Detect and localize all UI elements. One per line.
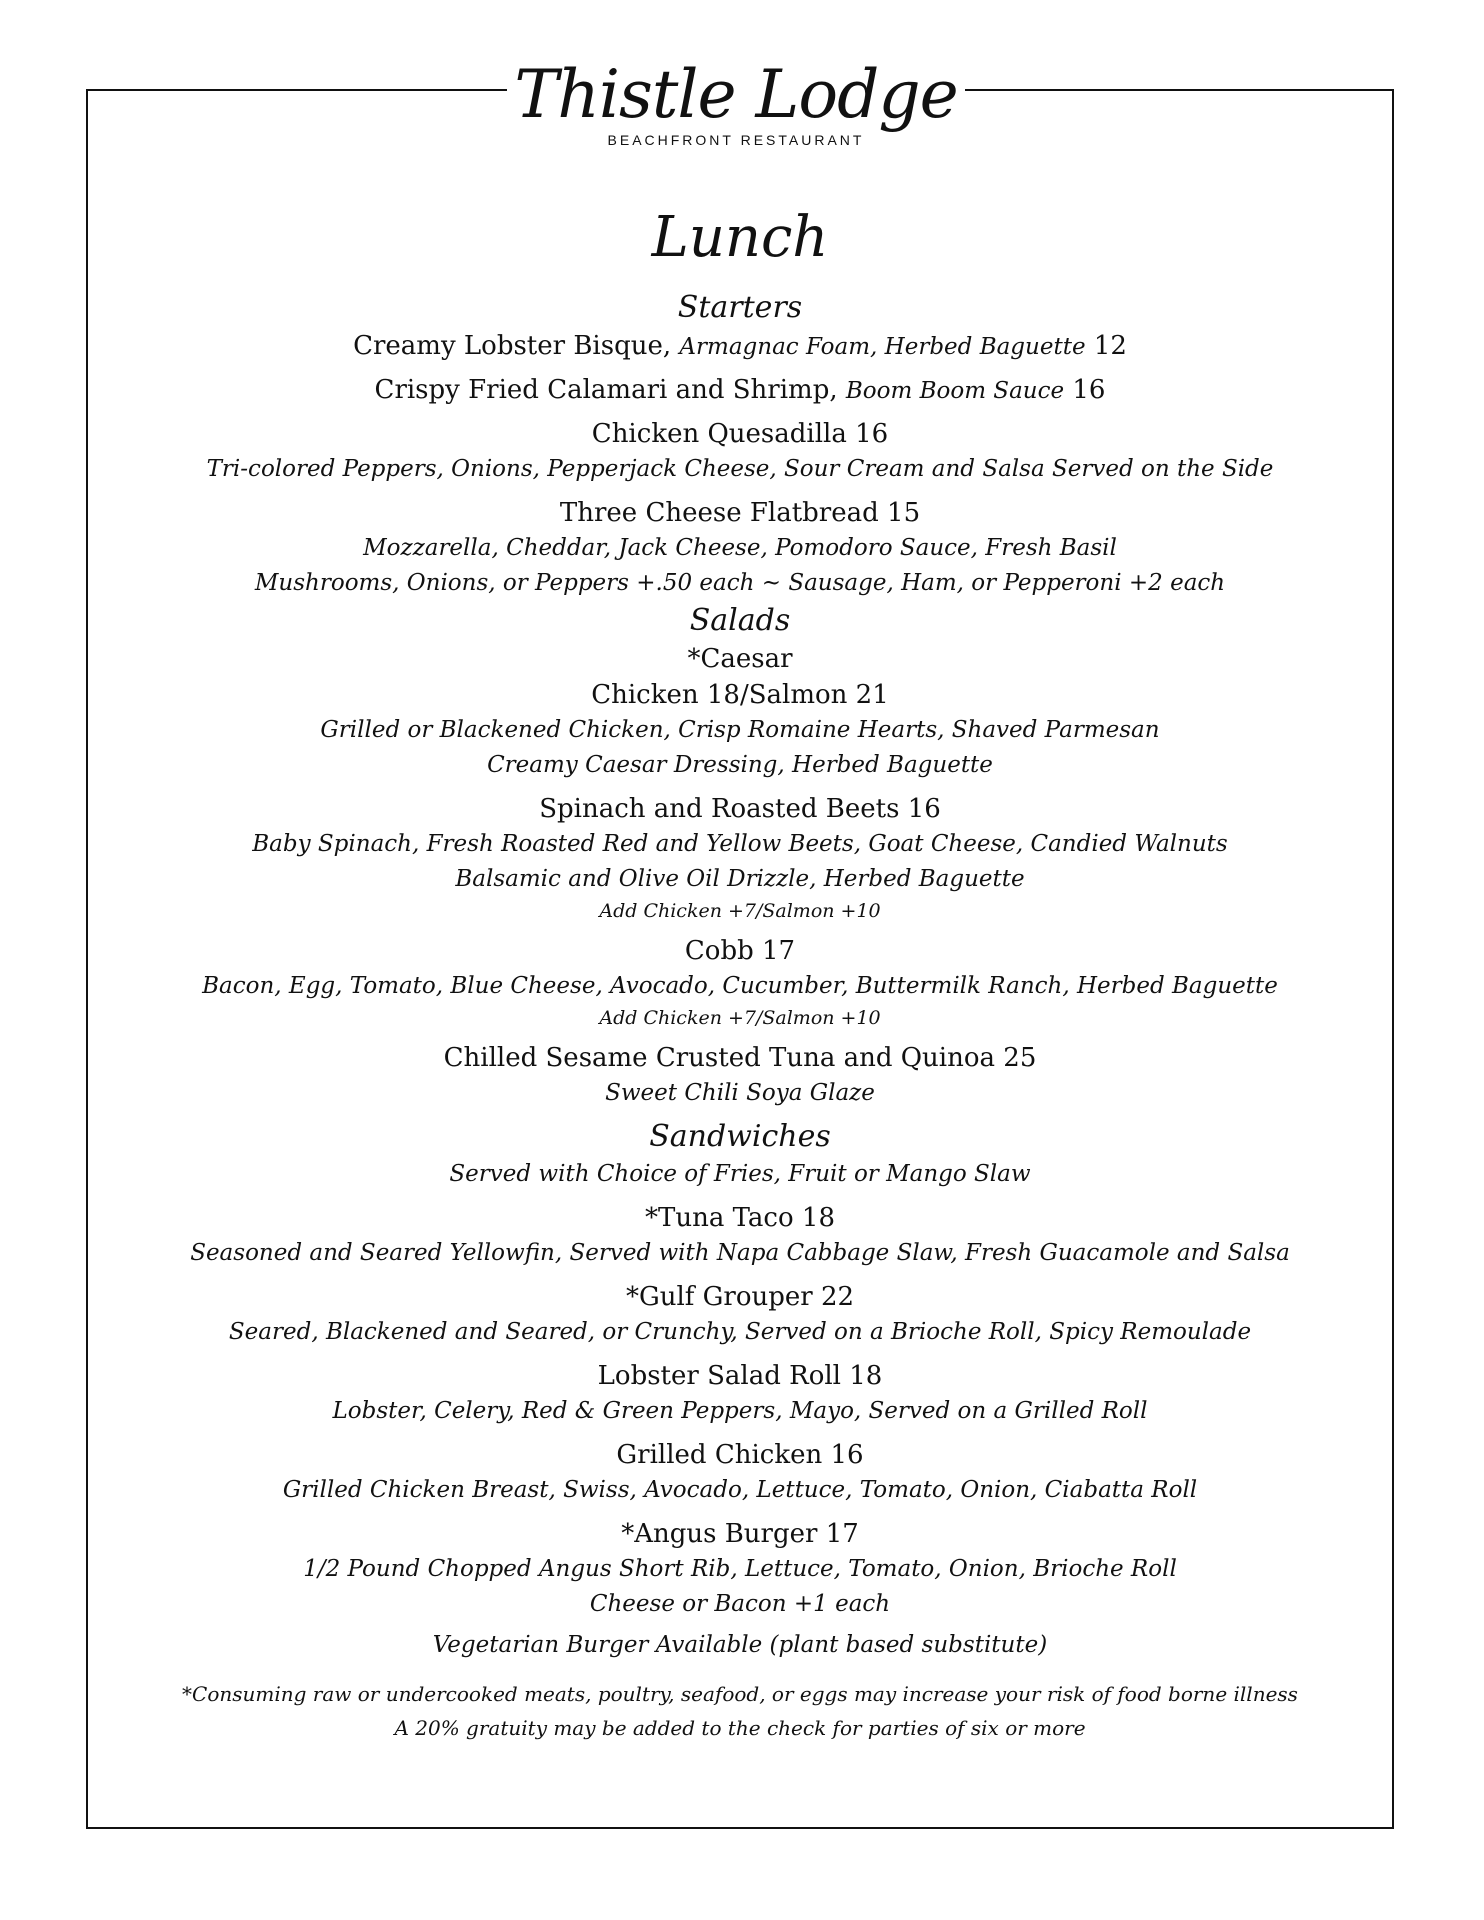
menu-item-angus-burger: *Angus Burger 17 [621, 1519, 859, 1549]
item-desc: Grilled or Blackened Chicken, Crisp Romaine Hearts, Shaved Parmesan [320, 717, 1160, 743]
item-desc: 1/2 Pound Chopped Angus Short Rib, Lettuce, Tomato, Onion, Brioche Roll [303, 1556, 1177, 1582]
item-desc: Balsamic and Olive Oil Drizzle, Herbed Baguette [455, 866, 1025, 892]
item-name: Crispy Fried Calamari and Shrimp, [374, 375, 838, 405]
item-veg-note: Vegetarian Burger Available (plant based substitute) [432, 1632, 1048, 1658]
item-desc: Cheese or Bacon +1 each [589, 1591, 891, 1617]
logo [507, 44, 965, 184]
menu-item-grouper: *Gulf Grouper 22 [625, 1282, 855, 1312]
item-desc: Baby Spinach, Fresh Roasted Red and Yellow Beets, Goat Cheese, Candied Walnuts [252, 831, 1228, 857]
menu-title: Lunch [651, 205, 829, 270]
item-desc: Seared, Blackened and Seared, or Crunchy, Served on a Brioche Roll, Spicy Remoulade [228, 1319, 1252, 1345]
item-desc: Tri-colored Peppers, Onions, Pepperjack Cheese, Sour Cream and Salsa Served on the Side [206, 456, 1274, 482]
menu-item-tuna-taco: *Tuna Taco 18 [645, 1203, 835, 1233]
item-desc: Boom Boom Sauce [845, 378, 1065, 404]
item-addon: Add Chicken +7/Salmon +10 [599, 900, 881, 922]
item-desc: Lobster, Celery, Red & Green Peppers, Mayo, Served on a Grilled Roll [332, 1398, 1148, 1424]
item-desc: Seasoned and Seared Yellowfin, Served with Napa Cabbage Slaw, Fresh Guacamole and Salsa [190, 1240, 1290, 1266]
menu-content [120, 200, 1360, 1745]
logo-name: Thistle Lodge [514, 56, 958, 133]
section-note: Served with Choice of Fries, Fruit or Mango Slaw [449, 1161, 1031, 1187]
item-extras: Mushrooms, Onions, or Peppers +.50 each ~ Sausage, Ham, or Pepperoni +2 each [254, 570, 1226, 596]
item-price: Chicken 18/Salmon 21 [591, 680, 889, 710]
menu-item-grilled-chicken: Grilled Chicken 16 [616, 1440, 864, 1470]
menu-item-cobb: Cobb 17 [684, 936, 796, 966]
item-desc: Mozzarella, Cheddar, Jack Cheese, Pomodoro Sauce, Fresh Basil [363, 535, 1117, 561]
item-desc: Bacon, Egg, Tomato, Blue Cheese, Avocado, Cucumber, Buttermilk Ranch, Herbed Baguette [202, 973, 1278, 999]
item-desc: Sweet Chili Soya Glaze [605, 1080, 875, 1106]
section-heading-starters: Starters [677, 290, 803, 325]
menu-item-bisque [120, 328, 1360, 364]
food-safety-warning: *Consuming raw or undercooked meats, poultry, seafood, or eggs may increase your risk of food borne illness [182, 1682, 1298, 1706]
item-name: Creamy Lobster Bisque, [353, 331, 672, 361]
logo-subtitle: BEACHFRONT RESTAURANT [607, 132, 865, 148]
section-heading-salads: Salads [689, 603, 791, 638]
menu-item-flatbread: Three Cheese Flatbread 15 [559, 498, 921, 528]
item-desc: Armagnac Foam, Herbed Baguette [679, 334, 1086, 360]
item-price: 12 [1093, 331, 1127, 361]
item-desc: Grilled Chicken Breast, Swiss, Avocado, Lettuce, Tomato, Onion, Ciabatta Roll [282, 1477, 1198, 1503]
menu-item-quesadilla: Chicken Quesadilla 16 [591, 419, 889, 449]
menu-item-spinach: Spinach and Roasted Beets 16 [539, 794, 941, 824]
menu-item-calamari [120, 372, 1360, 408]
menu-item-lobster-roll: Lobster Salad Roll 18 [597, 1361, 883, 1391]
menu-item-caesar: *Caesar [687, 644, 793, 674]
item-price: 16 [1072, 375, 1106, 405]
gratuity-note: A 20% gratuity may be added to the check for parties of six or more [394, 1716, 1086, 1740]
item-addon: Add Chicken +7/Salmon +10 [599, 1007, 881, 1029]
menu-item-tuna-quinoa: Chilled Sesame Crusted Tuna and Quinoa 25 [443, 1043, 1037, 1073]
item-desc: Creamy Caesar Dressing, Herbed Baguette [487, 752, 993, 778]
section-heading-sandwiches: Sandwiches [649, 1119, 831, 1154]
